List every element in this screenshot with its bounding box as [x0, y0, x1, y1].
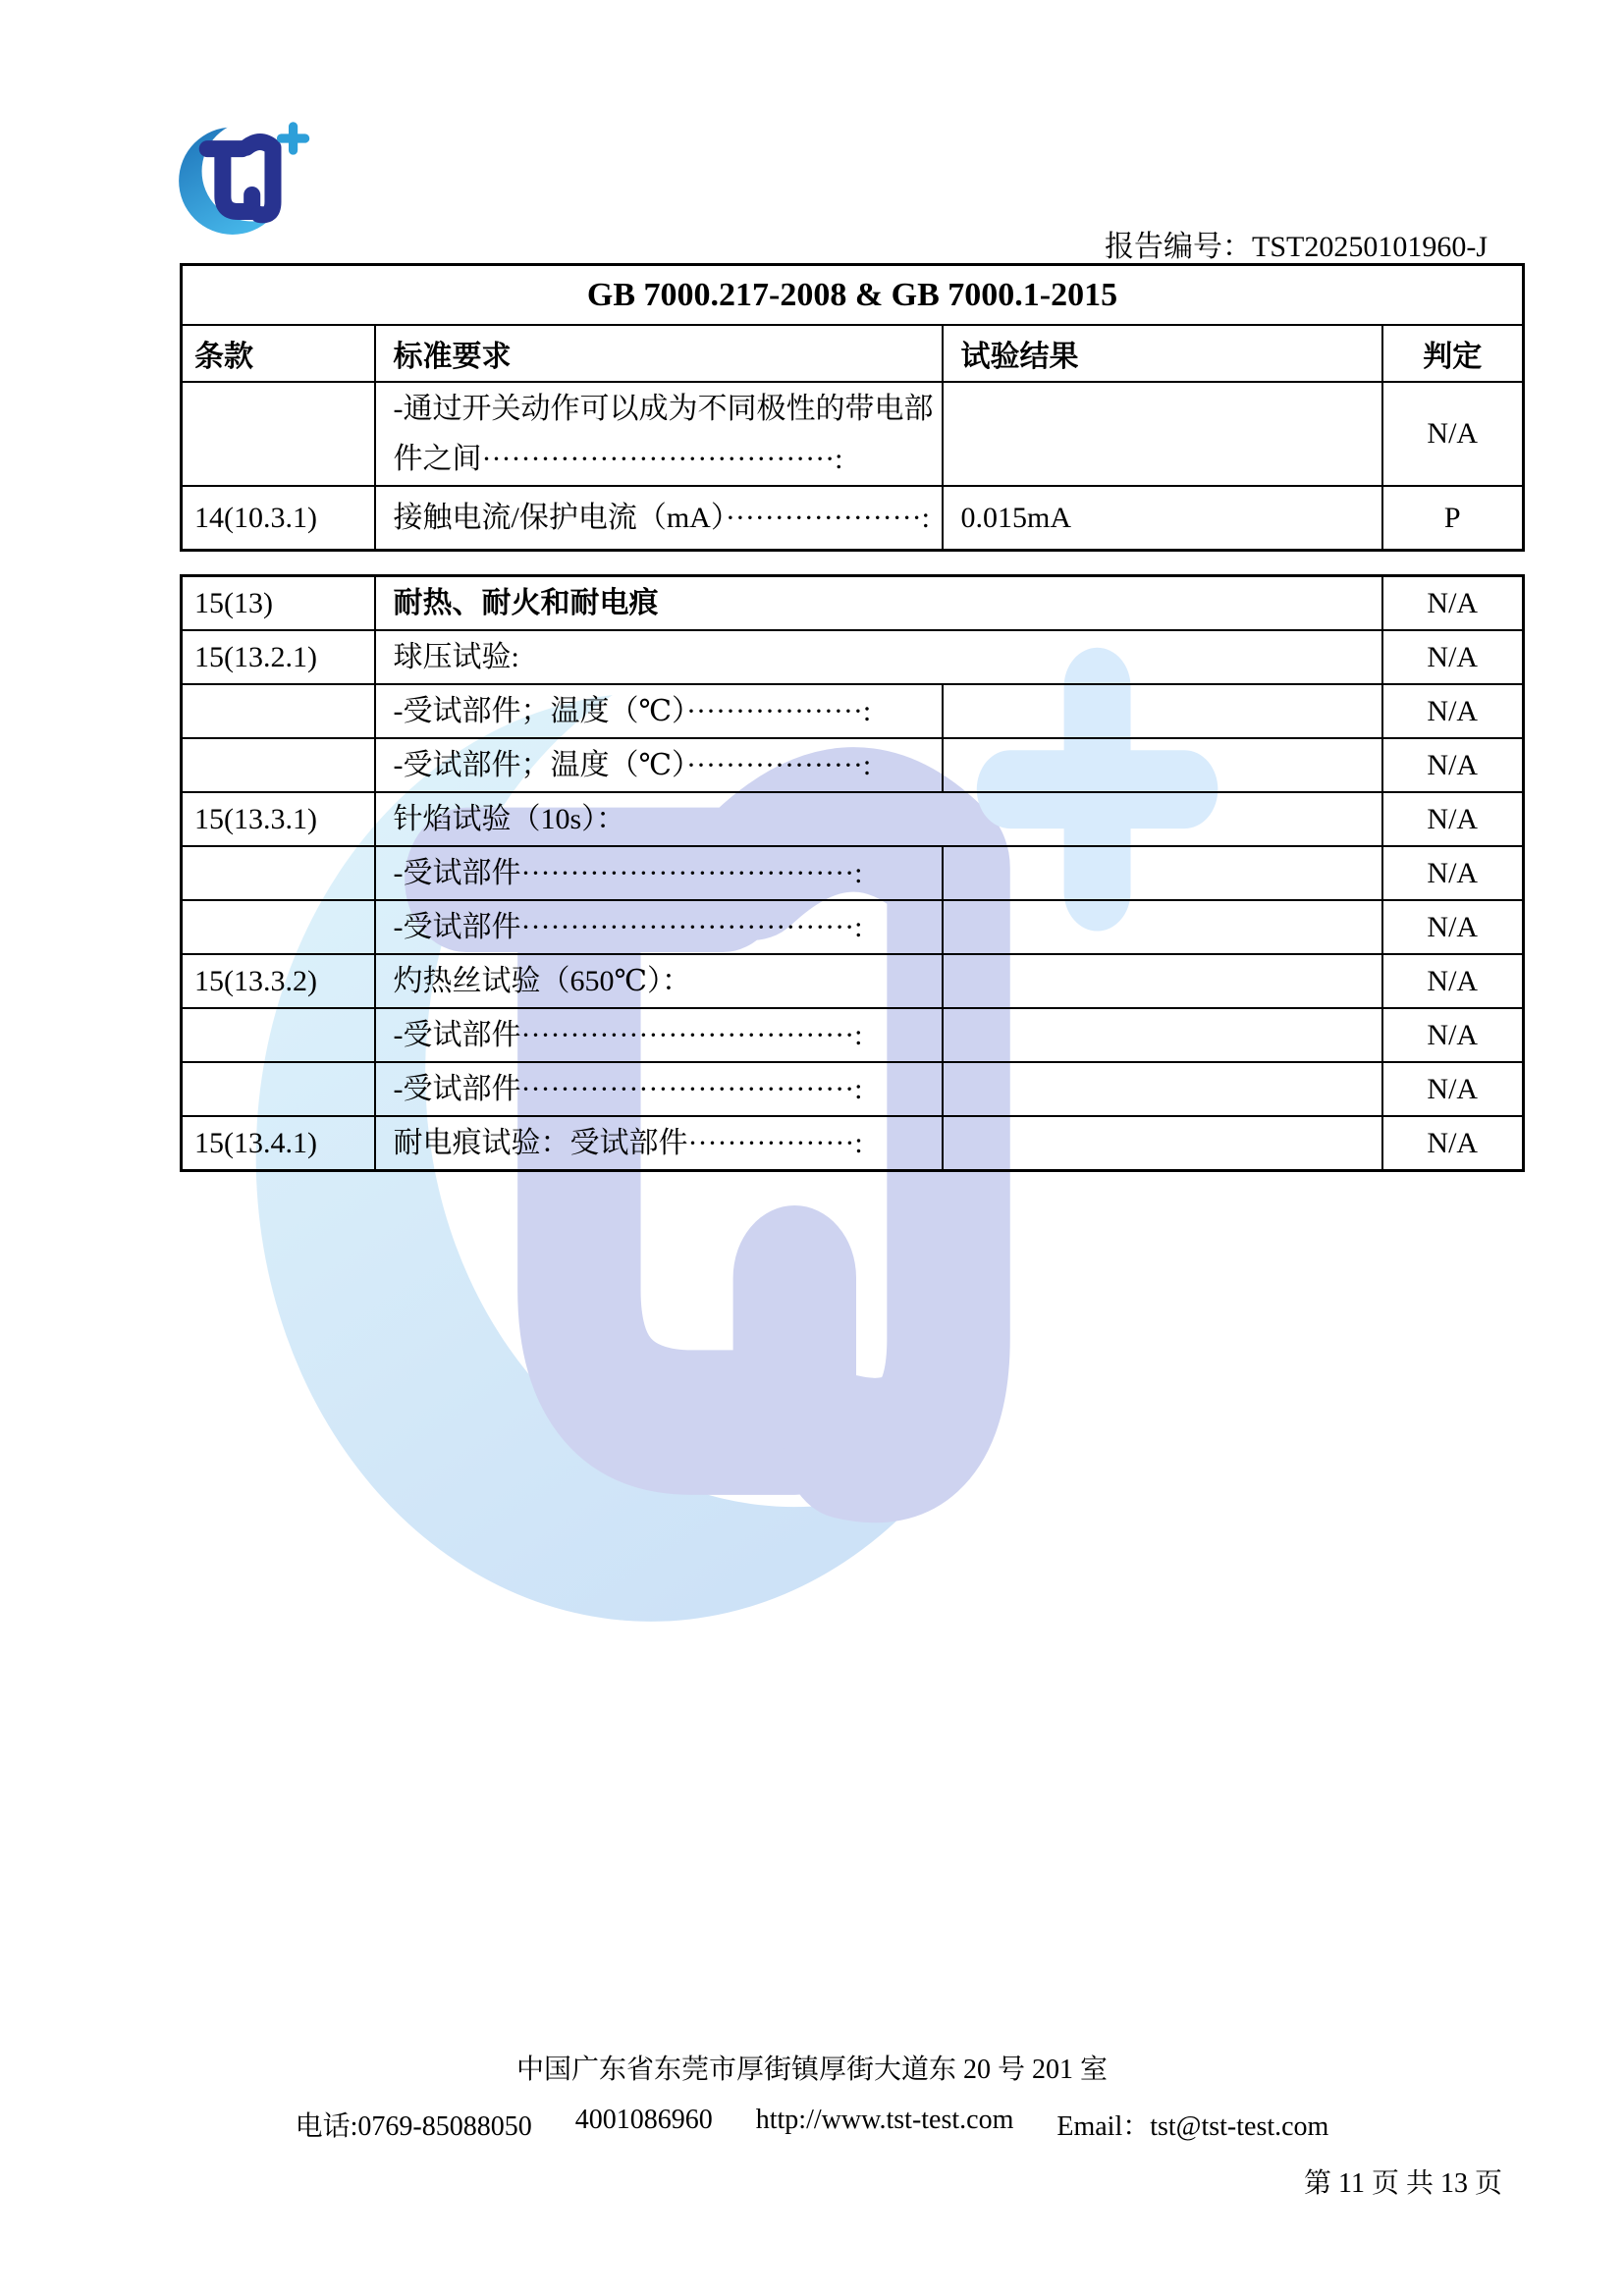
clause-cell: [182, 1008, 375, 1062]
standard-title: GB 7000.217-2008 & GB 7000.1-2015: [182, 265, 1524, 326]
verdict-cell: N/A: [1382, 630, 1524, 684]
result-cell: [943, 900, 1382, 954]
verdict-cell: N/A: [1382, 1062, 1524, 1116]
requirement-cell: 耐电痕试验：受试部件·················:: [375, 1116, 943, 1171]
table-header-row: [182, 325, 1524, 382]
requirement-cell: 接触电流/保护电流（mA）····················:: [375, 486, 943, 551]
result-cell: [943, 684, 1382, 738]
clause-cell: 15(13): [182, 576, 375, 631]
verdict-cell: N/A: [1382, 738, 1524, 792]
footer-contacts: [0, 2105, 1624, 2144]
verdict-cell: N/A: [1382, 382, 1524, 486]
table-row: [182, 1008, 1524, 1062]
table-row: [182, 486, 1524, 551]
table-row: [182, 684, 1524, 738]
col-header-requirement: 标准要求: [375, 325, 943, 382]
report-number-label: 报告编号：: [1105, 231, 1252, 263]
requirement-cell: -受试部件··································:: [375, 1008, 943, 1062]
verdict-cell: N/A: [1382, 576, 1524, 631]
requirement-cell: -受试部件；温度（℃）··················:: [375, 684, 943, 738]
table-title-row: [182, 265, 1524, 326]
result-cell: [943, 846, 1382, 900]
table-row: [182, 1062, 1524, 1116]
requirement-cell: -受试部件··································:: [375, 1062, 943, 1116]
clause-cell: [182, 900, 375, 954]
table-row: [182, 792, 1524, 846]
requirement-cell: -受试部件；温度（℃）··················:: [375, 738, 943, 792]
table-row: [182, 382, 1524, 486]
verdict-cell: N/A: [1382, 1116, 1524, 1171]
test-results-table-1: [180, 263, 1525, 552]
verdict-cell: N/A: [1382, 954, 1524, 1008]
clause-cell: [182, 738, 375, 792]
col-header-result: 试验结果: [943, 325, 1382, 382]
verdict-cell: N/A: [1382, 1008, 1524, 1062]
verdict-cell: N/A: [1382, 846, 1524, 900]
result-cell: [943, 1062, 1382, 1116]
logo-plus-icon: [282, 127, 305, 150]
clause-cell: [182, 1062, 375, 1116]
clause-cell: 15(13.2.1): [182, 630, 375, 684]
clause-cell: [182, 846, 375, 900]
verdict-cell: N/A: [1382, 684, 1524, 738]
tst-logo: [177, 108, 316, 255]
footer-contact-item: 电话:0769-85088050: [295, 2111, 532, 2142]
table-row: [182, 954, 1524, 1008]
result-cell: [943, 954, 1382, 1008]
clause-cell: 15(13.3.2): [182, 954, 375, 1008]
clause-cell: [182, 382, 375, 486]
test-results-table-2: [180, 574, 1525, 1172]
report-number-value: TST20250101960-J: [1252, 231, 1488, 263]
clause-cell: [182, 684, 375, 738]
clause-cell: 14(10.3.1): [182, 486, 375, 551]
requirement-cell: -通过开关动作可以成为不同极性的带电部件之间····································:: [375, 382, 943, 486]
footer-contact-item: Email：tst@tst-test.com: [1056, 2111, 1329, 2142]
requirement-cell: 耐热、耐火和耐电痕: [375, 576, 1382, 631]
requirement-cell: 针焰试验（10s）：: [375, 792, 1382, 846]
table-row: [182, 576, 1524, 631]
clause-cell: 15(13.3.1): [182, 792, 375, 846]
table-row: [182, 846, 1524, 900]
footer-contact-item: http://www.tst-test.com: [755, 2105, 1014, 2135]
requirement-cell: 灼热丝试验（650℃）：: [375, 954, 943, 1008]
result-cell: 0.015mA: [943, 486, 1382, 551]
report-number: [1105, 222, 1488, 265]
verdict-cell: N/A: [1382, 900, 1524, 954]
table-row: [182, 900, 1524, 954]
requirement-cell: -受试部件··································:: [375, 900, 943, 954]
table-row: [182, 630, 1524, 684]
col-header-clause: 条款: [182, 325, 375, 382]
result-cell: [943, 382, 1382, 486]
requirement-cell: -受试部件··································:: [375, 846, 943, 900]
footer-address: 中国广东省东莞市厚街镇厚街大道东 20 号 201 室: [515, 2055, 1108, 2085]
table-row: [182, 738, 1524, 792]
verdict-cell: P: [1382, 486, 1524, 551]
result-cell: [943, 738, 1382, 792]
table-row: [182, 1116, 1524, 1171]
footer-contact-item: 4001086960: [574, 2105, 713, 2135]
verdict-cell: N/A: [1382, 792, 1524, 846]
clause-cell: 15(13.4.1): [182, 1116, 375, 1171]
page-number: 第 11 页 共 13 页: [1304, 2168, 1502, 2199]
col-header-verdict: 判定: [1382, 325, 1524, 382]
result-cell: [943, 1116, 1382, 1171]
requirement-cell: 球压试验:: [375, 630, 1382, 684]
result-cell: [943, 1008, 1382, 1062]
